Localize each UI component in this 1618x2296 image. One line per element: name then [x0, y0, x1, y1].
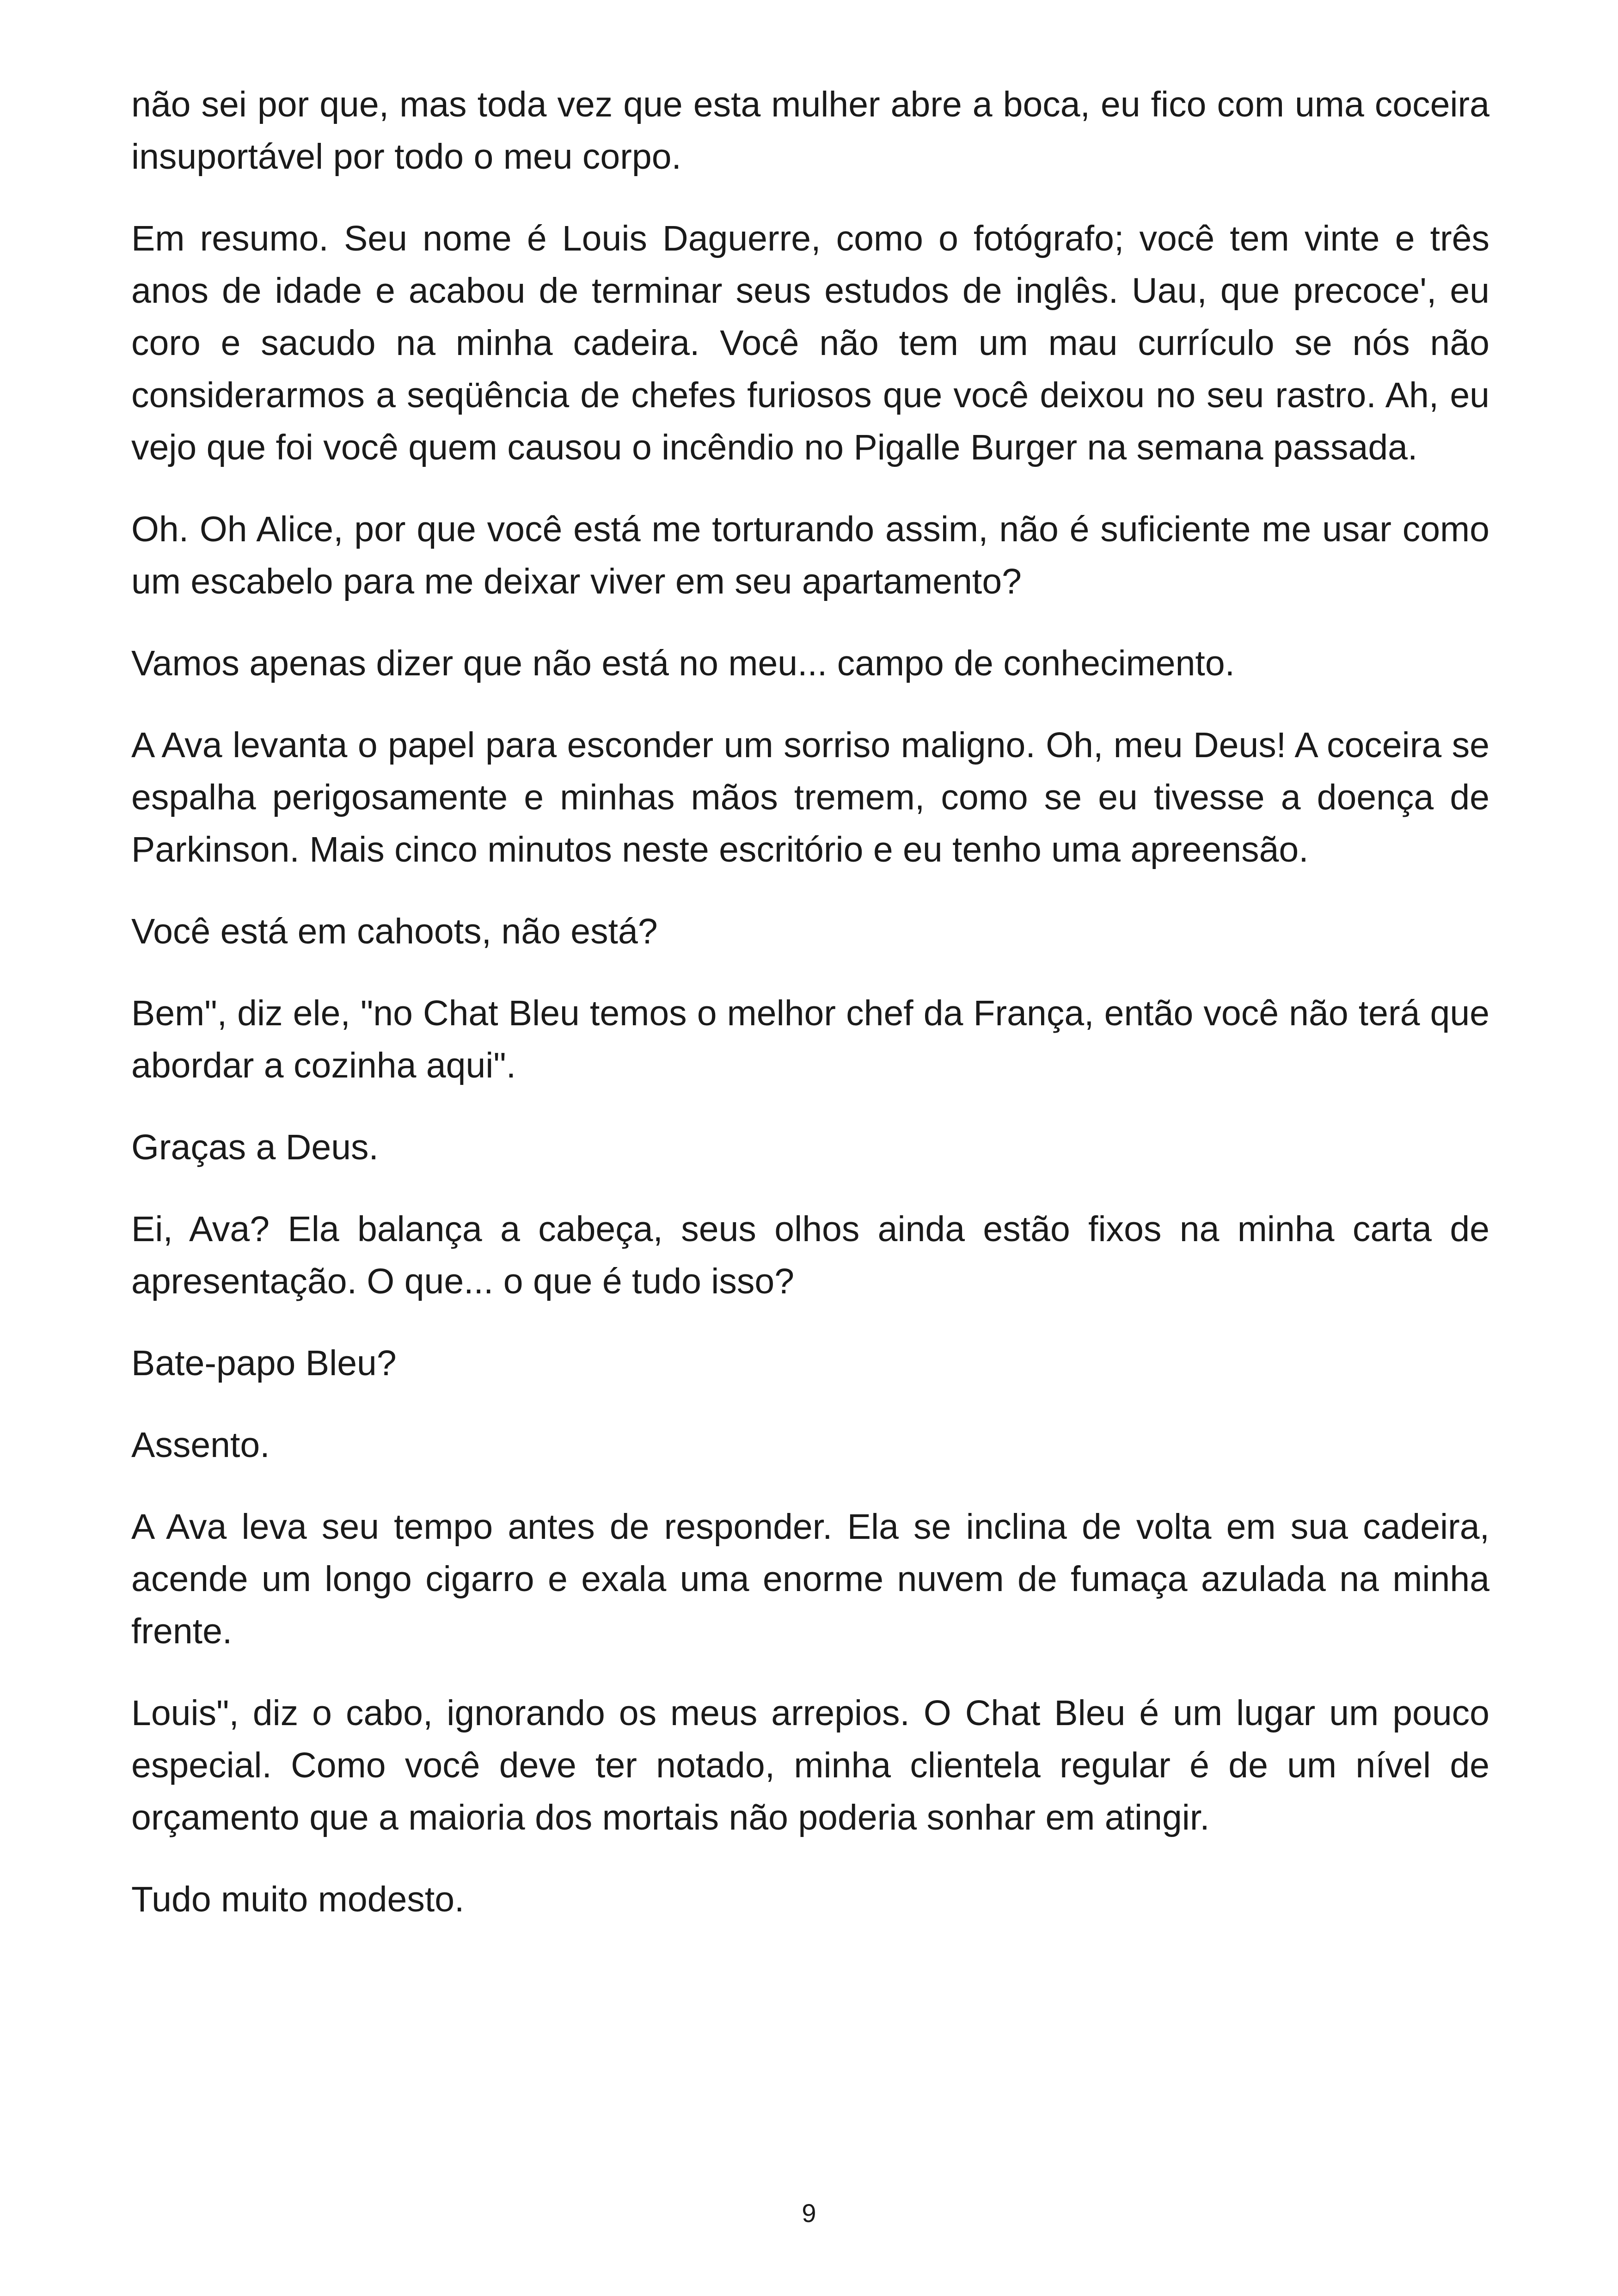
- paragraph: Ei, Ava? Ela balança a cabeça, seus olhos ainda estão fixos na minha carta de apresentação. O que... o que é tudo isso?: [131, 1209, 1489, 1301]
- paragraph: Assento.: [131, 1425, 270, 1465]
- paragraph: A Ava levanta o papel para esconder um sorriso maligno. Oh, meu Deus! A coceira se espalha perigosamente e minhas mãos tremem, como se eu tivesse a doença de Parkinson. Mais cinco minutos neste escritório e eu tenho uma apreensão.: [131, 725, 1489, 869]
- paragraph: Bem", diz ele, "no Chat Bleu temos o melhor chef da França, então você não terá que abordar a cozinha aqui".: [131, 993, 1489, 1085]
- paragraph: Você está em cahoots, não está?: [131, 912, 658, 951]
- paragraph: Bate-papo Bleu?: [131, 1343, 397, 1383]
- paragraph: A Ava leva seu tempo antes de responder. Ela se inclina de volta em sua cadeira, acende um longo cigarro e exala uma enorme nuvem de fumaça azulada na minha frente.: [131, 1507, 1489, 1651]
- body-text: [131, 79, 1489, 1955]
- paragraph: Oh. Oh Alice, por que você está me torturando assim, não é suficiente me usar como um escabelo para me deixar viver em seu apartamento?: [131, 509, 1489, 601]
- paragraph: não sei por que, mas toda vez que esta mulher abre a boca, eu fico com uma coceira insuportável por todo o meu corpo.: [131, 85, 1489, 177]
- paragraph: Vamos apenas dizer que não está no meu... campo de conhecimento.: [131, 643, 1235, 683]
- page-number: 9: [802, 2198, 816, 2228]
- paragraph: Graças a Deus.: [131, 1127, 379, 1167]
- paragraph: Em resumo. Seu nome é Louis Daguerre, como o fotógrafo; você tem vinte e três anos de idade e acabou de terminar seus estudos de inglês. Uau, que precoce', eu coro e sacudo na minha cadeira. Você não tem um mau currículo se nós não considerarmos a seqüência de chefes furiosos que você deixou no seu rastro. Ah, eu vejo que foi você quem causou o incêndio no Pigalle Burger na semana passada.: [131, 219, 1489, 467]
- paragraph: Louis", diz o cabo, ignorando os meus arrepios. O Chat Bleu é um lugar um pouco especial. Como você deve ter notado, minha clientela regular é de um nível de orçamento que a maioria dos mortais não poderia sonhar em atingir.: [131, 1693, 1489, 1837]
- paragraph: Tudo muito modesto.: [131, 1880, 465, 1919]
